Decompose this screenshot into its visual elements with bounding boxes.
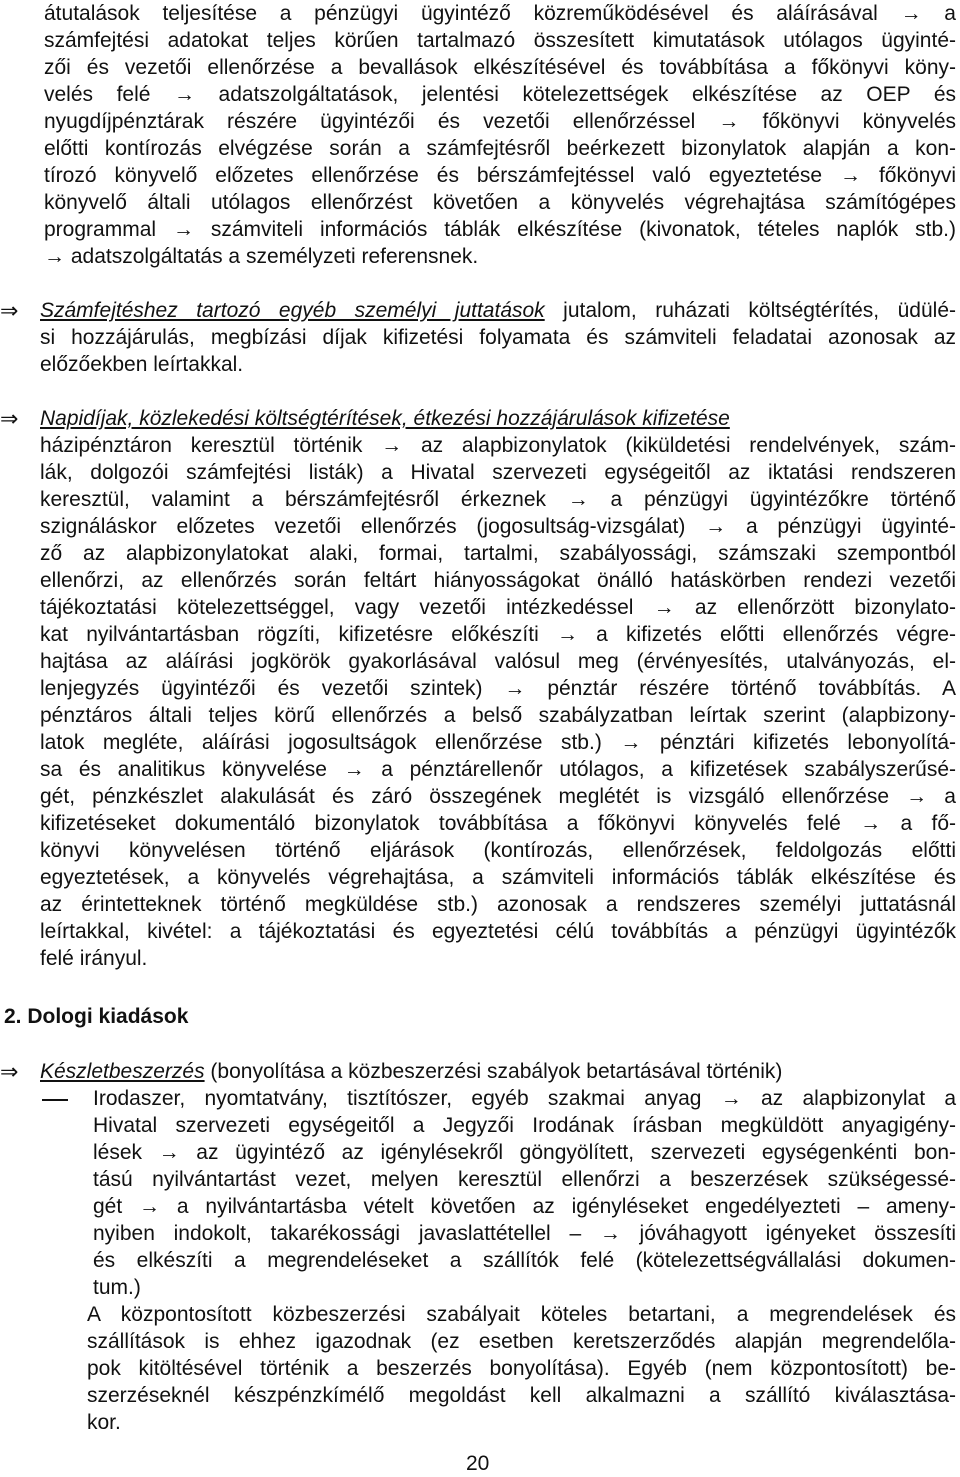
text-line: kor. [87,1411,121,1434]
double-arrow-icon: ⇒ [0,406,19,431]
text-line: leírtakkal, kivétel: a tájékoztatási és egyeztetési célú továbbítás a pénzügyi ügyintézők [40,920,956,943]
bullet-title: Napidíjak, közlekedési költségtérítések, étkezési hozzájárulások kifizetése [40,407,730,430]
text-line: számfejtési adatokat teljes körűen tartalmazó összesített kimutatások utólagos ügyinté- [44,29,956,52]
text-line: si hozzájárulás, megbízási díjak kifizetési folyamata és számviteli feladatai azonosak az [40,326,956,349]
section-number: 2. [4,1005,22,1028]
text-line: sa és analitikus könyvelése → a pénztárellenőr utólagos, a kifizetések szabályszerűsé- [40,758,956,781]
dash-marker [42,1099,68,1101]
text-line: Irodaszer, nyomtatvány, tisztítószer, egyéb szakmai anyag → az alapbizonylat a [93,1087,956,1110]
text-line: pénztáros általi teljes körű ellenőrzés a belső szabályzatban leírtak szerint (alapbizony- [40,704,956,727]
text-line: Hivatal szervezeti egységeitől a Jegyzői Irodának írásban megküldött anyagigény- [93,1114,956,1137]
text-line: lák, dolgozói számfejtési listák) a Hivatal szervezeti egységeitől az iktatási rendszeren [40,461,956,484]
text-line: könyvi könyvelésen történő eljárások (kontírozás, ellenőrzések, feldolgozás előtti [40,839,956,862]
text-line: gét → a nyilvántartásba vételt követően az igényléseket engedélyezteti – ameny- [93,1195,956,1218]
text-line: kifizetéseket dokumentáló bizonylatok továbbítása a főkönyvi könyvelés felé → a fő- [40,812,956,835]
page-number: 20 [466,1452,490,1475]
text-line: könyvelő általi utólagos ellenőrzést követően a könyvelés végrehajtása számítógépes [44,191,956,214]
text-line: egyeztetések, a könyvelés végrehajtása, a számviteli információs táblák elkészítése és [40,866,956,889]
text-line: ellenőrzi, az ellenőrzés során feltárt hiányosságokat önálló hatáskörben rendezi vezetői [40,569,956,592]
text-line: velés felé → adatszolgáltatások, jelentési kötelezettségek elkészítése az OEP és [44,83,956,106]
text-line: kat nyilvántartásban rögzíti, kifizetésre előkészíti → a kifizetés előtti ellenőrzés végre- [40,623,956,646]
section-title: Dologi kiadások [27,1005,189,1028]
text-line: pok kitöltésével történik a beszerzés bonyolítása). Egyéb (nem központosított) be- [87,1357,956,1380]
text-line: házipénztáron keresztül történik → az alapbizonylatok (kiküldetési rendelvények, szám- [40,434,956,457]
section-heading [4,1003,188,1030]
text-line: átutalások teljesítése a pénzügyi ügyintéző közreműködésével és aláírásával → a [44,2,956,25]
text-line: az érintetteknek történő megküldése stb.) azonosak a rendszeres személyi juttatásnál [40,893,956,916]
text-line: nyugdíjpénztárak részére ügyintézői és vezetői ellenőrzéssel → főkönyvi könyvelés [44,110,956,133]
text-line: zői és vezetői ellenőrzése a bevallások elkészítésével és továbbítása a főkönyvi köny- [44,56,956,79]
text-line: nyiben indokolt, takarékossági javaslattétellel – → jóváhagyott igényeket összesíti [93,1222,956,1245]
text-line: A központosított közbeszerzési szabályait köteles betartani, a megrendelések és [87,1303,956,1326]
text-line: tájékoztatási kötelezettséggel, vagy vezetői intézkedéssel → az ellenőrzött bizonylato- [40,596,956,619]
text-line: tírozó könyvelő előzetes ellenőrzése és bérszámfejtéssel való egyeztetése → főkönyvi [44,164,956,187]
text-line: gét, pénzkészlet alakulását és záró összegének meglétét is vizsgáló ellenőrzése → a [40,785,956,808]
text-line: programmal → számviteli információs táblák elkészítése (kivonatok, tételes naplók stb.) [44,218,956,241]
text-line: hajtása az aláírási jogkörök gyakorlásával valósul meg (érvényesítés, utalványozás, el- [40,650,956,673]
bullet-title: Készletbeszerzés [40,1060,205,1083]
text-line: tum.) [93,1276,141,1299]
text-line: és elkészíti a megrendeléseket a szállítók felé (kötelezettségvállalási dokumen- [93,1249,956,1272]
text-line: Készletbeszerzés (bonyolítása a közbeszerzési szabályok betartásával történik) [40,1060,783,1083]
text-line: latok megléte, aláírási jogosultságok ellenőrzése stb.) → pénztári kifizetés lebonyolítá- [40,731,956,754]
text-line: keresztül, valamint a bérszámfejtésről érkeznek → a pénzügyi ügyintézőkre történő [40,488,956,511]
text-line: szerzéseknél készpénzkímélő megoldást kell alkalmazni a szállító kiválasztása- [87,1384,956,1407]
text-line: tású nyilvántartást vezet, melyen keresztül ellenőrzi a beszerzések szükségessé- [93,1168,956,1191]
text-line: előtti kontírozás elvégzése során a számfejtésről beérkezett bizonylatok alapján a kon- [44,137,956,160]
text-line: lések → az ügyintéző az igénylésekről göngyölített, szervezeti egységenkénti bon- [93,1141,956,1164]
text-line: szignáláskor előzetes vezetői ellenőrzés (jogosultság-vizsgálat) → a pénzügyi ügyinté- [40,515,956,538]
text-line: → adatszolgáltatás a személyzeti referensnek. [44,245,479,268]
text-line: felé irányul. [40,947,148,970]
double-arrow-icon: ⇒ [0,298,19,323]
double-arrow-icon: ⇒ [0,1059,19,1084]
text-line: előzőekben leírtakkal. [40,353,244,376]
bullet-title: Számfejtéshez tartozó egyéb személyi juttatások [40,299,545,322]
text-line: Számfejtéshez tartozó egyéb személyi juttatások jutalom, ruházati költségtérítés, üdülé- [40,299,956,322]
text-line: ző az alapbizonylatokat alaki, formai, tartalmi, szabályossági, számszaki szempontból [40,542,956,565]
text-line: lenjegyzés ügyintézői és vezetői szintek) → pénztár részére történő továbbítás. A [40,677,956,700]
text-line: szállítások is ehhez igazodnak (ez esetben keretszerződés alapján megrendelőla- [87,1330,956,1353]
